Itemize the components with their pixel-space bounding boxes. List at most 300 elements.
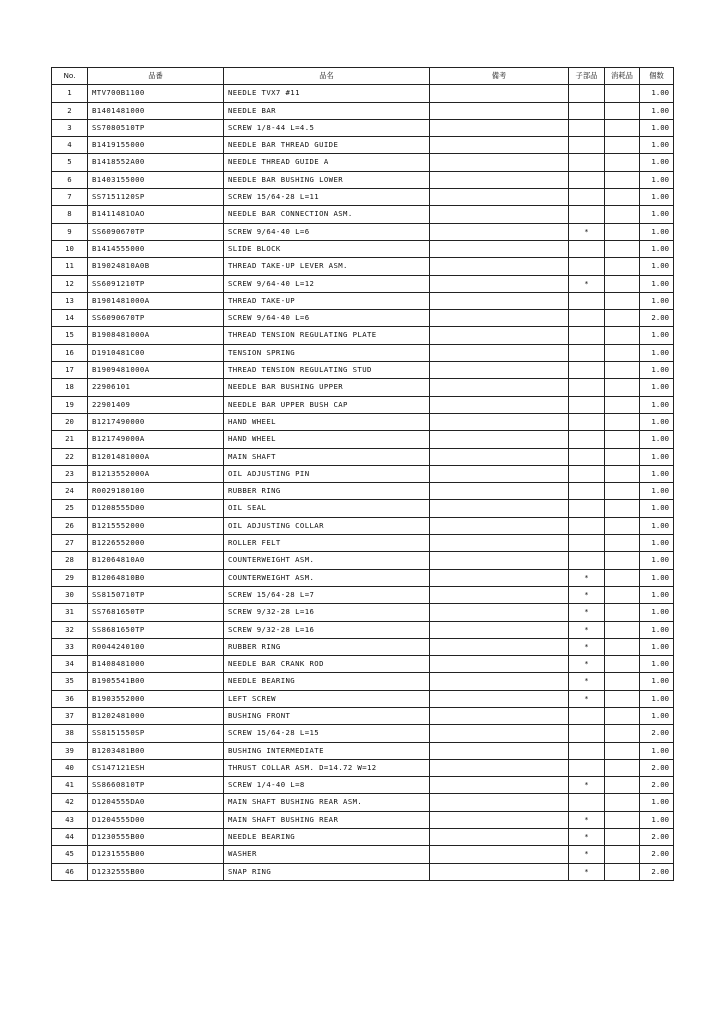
cell-quantity: 2.00 bbox=[640, 777, 674, 794]
cell-consumable bbox=[605, 846, 640, 863]
cell-no: 18 bbox=[52, 379, 88, 396]
cell-part-name: OIL SEAL bbox=[224, 500, 430, 517]
cell-remarks bbox=[430, 517, 569, 534]
cell-part-name: ROLLER FELT bbox=[224, 535, 430, 552]
cell-no: 29 bbox=[52, 569, 88, 586]
cell-quantity: 1.00 bbox=[640, 794, 674, 811]
cell-remarks bbox=[430, 379, 569, 396]
table-row bbox=[52, 137, 674, 154]
cell-sub-part: * bbox=[569, 656, 605, 673]
table-row bbox=[52, 85, 674, 102]
cell-no: 26 bbox=[52, 517, 88, 534]
cell-consumable bbox=[605, 569, 640, 586]
cell-remarks bbox=[430, 586, 569, 603]
cell-no: 13 bbox=[52, 292, 88, 309]
cell-remarks bbox=[430, 483, 569, 500]
table-row bbox=[52, 604, 674, 621]
cell-consumable bbox=[605, 829, 640, 846]
table-row bbox=[52, 759, 674, 776]
cell-sub-part bbox=[569, 742, 605, 759]
cell-no: 38 bbox=[52, 725, 88, 742]
cell-remarks bbox=[430, 327, 569, 344]
cell-consumable bbox=[605, 500, 640, 517]
cell-part-name: HAND WHEEL bbox=[224, 413, 430, 430]
table-row bbox=[52, 846, 674, 863]
cell-consumable bbox=[605, 811, 640, 828]
cell-remarks bbox=[430, 396, 569, 413]
cell-consumable bbox=[605, 656, 640, 673]
cell-no: 44 bbox=[52, 829, 88, 846]
cell-no: 12 bbox=[52, 275, 88, 292]
cell-remarks bbox=[430, 707, 569, 724]
cell-remarks bbox=[430, 102, 569, 119]
cell-no: 41 bbox=[52, 777, 88, 794]
table-row bbox=[52, 206, 674, 223]
cell-quantity: 1.00 bbox=[640, 396, 674, 413]
cell-sub-part: * bbox=[569, 811, 605, 828]
cell-part-name: SCREW 15/64-28 L=7 bbox=[224, 586, 430, 603]
cell-consumable bbox=[605, 431, 640, 448]
cell-sub-part: * bbox=[569, 673, 605, 690]
cell-consumable bbox=[605, 604, 640, 621]
cell-consumable bbox=[605, 535, 640, 552]
cell-sub-part: * bbox=[569, 604, 605, 621]
cell-remarks bbox=[430, 292, 569, 309]
cell-part-code: R0044240100 bbox=[88, 638, 224, 655]
cell-remarks bbox=[430, 742, 569, 759]
cell-consumable bbox=[605, 258, 640, 275]
cell-remarks bbox=[430, 413, 569, 430]
header-quantity: 個数 bbox=[640, 68, 674, 85]
cell-remarks bbox=[430, 604, 569, 621]
cell-remarks bbox=[430, 310, 569, 327]
cell-quantity: 1.00 bbox=[640, 465, 674, 482]
cell-sub-part bbox=[569, 85, 605, 102]
cell-no: 43 bbox=[52, 811, 88, 828]
cell-sub-part bbox=[569, 517, 605, 534]
cell-quantity: 1.00 bbox=[640, 102, 674, 119]
cell-remarks bbox=[430, 171, 569, 188]
cell-part-code: D1230555B00 bbox=[88, 829, 224, 846]
cell-no: 42 bbox=[52, 794, 88, 811]
table-row bbox=[52, 396, 674, 413]
cell-part-name: RUBBER RING bbox=[224, 483, 430, 500]
cell-quantity: 1.00 bbox=[640, 223, 674, 240]
cell-no: 9 bbox=[52, 223, 88, 240]
cell-sub-part bbox=[569, 137, 605, 154]
cell-part-name: MAIN SHAFT BUSHING REAR bbox=[224, 811, 430, 828]
cell-no: 20 bbox=[52, 413, 88, 430]
cell-remarks bbox=[430, 673, 569, 690]
cell-no: 17 bbox=[52, 362, 88, 379]
cell-quantity: 1.00 bbox=[640, 483, 674, 500]
table-row bbox=[52, 102, 674, 119]
table-row bbox=[52, 240, 674, 257]
cell-quantity: 1.00 bbox=[640, 707, 674, 724]
cell-part-name: SNAP RING bbox=[224, 863, 430, 880]
cell-quantity: 1.00 bbox=[640, 517, 674, 534]
table-row bbox=[52, 690, 674, 707]
cell-no: 2 bbox=[52, 102, 88, 119]
cell-part-name: COUNTERWEIGHT ASM. bbox=[224, 552, 430, 569]
cell-sub-part bbox=[569, 154, 605, 171]
cell-sub-part bbox=[569, 379, 605, 396]
cell-part-code: B1202481000 bbox=[88, 707, 224, 724]
cell-sub-part: * bbox=[569, 638, 605, 655]
cell-part-name: NEEDLE BAR BUSHING UPPER bbox=[224, 379, 430, 396]
cell-no: 36 bbox=[52, 690, 88, 707]
cell-part-name: THREAD TENSION REGULATING STUD bbox=[224, 362, 430, 379]
table-row bbox=[52, 292, 674, 309]
cell-remarks bbox=[430, 552, 569, 569]
cell-quantity: 1.00 bbox=[640, 327, 674, 344]
cell-sub-part bbox=[569, 344, 605, 361]
cell-part-name: SLIDE BLOCK bbox=[224, 240, 430, 257]
cell-no: 22 bbox=[52, 448, 88, 465]
cell-part-name: LEFT SCREW bbox=[224, 690, 430, 707]
cell-consumable bbox=[605, 362, 640, 379]
header-code: 品番 bbox=[88, 68, 224, 85]
cell-consumable bbox=[605, 742, 640, 759]
cell-remarks bbox=[430, 85, 569, 102]
cell-consumable bbox=[605, 171, 640, 188]
header-row bbox=[52, 68, 674, 85]
cell-quantity: 1.00 bbox=[640, 500, 674, 517]
cell-no: 4 bbox=[52, 137, 88, 154]
header-consumable: 消耗品 bbox=[605, 68, 640, 85]
cell-remarks bbox=[430, 638, 569, 655]
cell-part-code: B19024810A0B bbox=[88, 258, 224, 275]
table-row bbox=[52, 535, 674, 552]
cell-sub-part: * bbox=[569, 690, 605, 707]
table-row bbox=[52, 742, 674, 759]
cell-part-code: B1908481000A bbox=[88, 327, 224, 344]
cell-quantity: 1.00 bbox=[640, 535, 674, 552]
cell-remarks bbox=[430, 465, 569, 482]
cell-sub-part bbox=[569, 794, 605, 811]
cell-remarks bbox=[430, 621, 569, 638]
cell-part-name: SCREW 9/64-40 L=12 bbox=[224, 275, 430, 292]
cell-consumable bbox=[605, 465, 640, 482]
cell-part-code: B1418552A00 bbox=[88, 154, 224, 171]
header-no: No. bbox=[52, 68, 88, 85]
cell-sub-part bbox=[569, 431, 605, 448]
cell-sub-part: * bbox=[569, 829, 605, 846]
cell-part-code: D1204555DA0 bbox=[88, 794, 224, 811]
cell-quantity: 2.00 bbox=[640, 759, 674, 776]
cell-consumable bbox=[605, 396, 640, 413]
cell-part-code: 22901409 bbox=[88, 396, 224, 413]
cell-part-name: NEEDLE THREAD GUIDE A bbox=[224, 154, 430, 171]
cell-consumable bbox=[605, 119, 640, 136]
cell-no: 28 bbox=[52, 552, 88, 569]
cell-sub-part bbox=[569, 465, 605, 482]
cell-no: 10 bbox=[52, 240, 88, 257]
cell-part-code: SS8150710TP bbox=[88, 586, 224, 603]
cell-sub-part: * bbox=[569, 275, 605, 292]
cell-sub-part bbox=[569, 725, 605, 742]
cell-no: 19 bbox=[52, 396, 88, 413]
cell-consumable bbox=[605, 292, 640, 309]
table-row bbox=[52, 344, 674, 361]
cell-no: 33 bbox=[52, 638, 88, 655]
cell-part-name: NEEDLE BEARING bbox=[224, 829, 430, 846]
cell-sub-part: * bbox=[569, 223, 605, 240]
cell-part-name: SCREW 15/64-28 L=15 bbox=[224, 725, 430, 742]
cell-consumable bbox=[605, 189, 640, 206]
table-row bbox=[52, 569, 674, 586]
cell-quantity: 1.00 bbox=[640, 292, 674, 309]
table-row bbox=[52, 656, 674, 673]
cell-sub-part: * bbox=[569, 586, 605, 603]
cell-quantity: 1.00 bbox=[640, 586, 674, 603]
cell-quantity: 1.00 bbox=[640, 154, 674, 171]
cell-sub-part bbox=[569, 535, 605, 552]
table-row bbox=[52, 431, 674, 448]
cell-remarks bbox=[430, 448, 569, 465]
cell-consumable bbox=[605, 759, 640, 776]
cell-quantity: 2.00 bbox=[640, 310, 674, 327]
cell-part-code: B1408481000 bbox=[88, 656, 224, 673]
cell-sub-part bbox=[569, 483, 605, 500]
cell-sub-part bbox=[569, 413, 605, 430]
parts-table bbox=[51, 67, 674, 881]
cell-consumable bbox=[605, 85, 640, 102]
cell-sub-part bbox=[569, 396, 605, 413]
cell-part-code: MTV700B1100 bbox=[88, 85, 224, 102]
cell-sub-part bbox=[569, 362, 605, 379]
cell-part-code: B12064810B0 bbox=[88, 569, 224, 586]
cell-quantity: 1.00 bbox=[640, 638, 674, 655]
cell-part-code: B1201481000A bbox=[88, 448, 224, 465]
cell-quantity: 1.00 bbox=[640, 171, 674, 188]
cell-part-name: OIL ADJUSTING COLLAR bbox=[224, 517, 430, 534]
cell-consumable bbox=[605, 275, 640, 292]
cell-quantity: 2.00 bbox=[640, 846, 674, 863]
cell-part-code: D1208555D00 bbox=[88, 500, 224, 517]
cell-part-code: D1231555B00 bbox=[88, 846, 224, 863]
cell-quantity: 1.00 bbox=[640, 344, 674, 361]
cell-part-name: BUSHING FRONT bbox=[224, 707, 430, 724]
cell-consumable bbox=[605, 777, 640, 794]
cell-part-code: D1204555D00 bbox=[88, 811, 224, 828]
cell-part-code: SS6090670TP bbox=[88, 223, 224, 240]
cell-no: 39 bbox=[52, 742, 88, 759]
cell-part-name: TENSION SPRING bbox=[224, 344, 430, 361]
cell-sub-part bbox=[569, 292, 605, 309]
cell-sub-part bbox=[569, 119, 605, 136]
cell-consumable bbox=[605, 552, 640, 569]
cell-no: 34 bbox=[52, 656, 88, 673]
cell-no: 46 bbox=[52, 863, 88, 880]
cell-quantity: 1.00 bbox=[640, 569, 674, 586]
cell-sub-part bbox=[569, 759, 605, 776]
cell-no: 16 bbox=[52, 344, 88, 361]
cell-quantity: 1.00 bbox=[640, 431, 674, 448]
cell-sub-part bbox=[569, 206, 605, 223]
table-row bbox=[52, 310, 674, 327]
cell-part-name: NEEDLE BAR THREAD GUIDE bbox=[224, 137, 430, 154]
cell-no: 1 bbox=[52, 85, 88, 102]
cell-consumable bbox=[605, 483, 640, 500]
cell-consumable bbox=[605, 102, 640, 119]
table-row bbox=[52, 258, 674, 275]
cell-part-name: THREAD TAKE-UP bbox=[224, 292, 430, 309]
cell-remarks bbox=[430, 690, 569, 707]
cell-part-code: B1203481B00 bbox=[88, 742, 224, 759]
cell-sub-part: * bbox=[569, 621, 605, 638]
cell-consumable bbox=[605, 725, 640, 742]
cell-quantity: 2.00 bbox=[640, 863, 674, 880]
cell-quantity: 1.00 bbox=[640, 258, 674, 275]
cell-part-code: SS7681650TP bbox=[88, 604, 224, 621]
cell-no: 5 bbox=[52, 154, 88, 171]
table-row bbox=[52, 379, 674, 396]
cell-quantity: 2.00 bbox=[640, 829, 674, 846]
cell-remarks bbox=[430, 725, 569, 742]
cell-remarks bbox=[430, 811, 569, 828]
cell-consumable bbox=[605, 379, 640, 396]
cell-sub-part bbox=[569, 327, 605, 344]
cell-quantity: 1.00 bbox=[640, 413, 674, 430]
cell-sub-part: * bbox=[569, 569, 605, 586]
cell-remarks bbox=[430, 656, 569, 673]
cell-sub-part bbox=[569, 448, 605, 465]
cell-remarks bbox=[430, 258, 569, 275]
table-row bbox=[52, 673, 674, 690]
table-row bbox=[52, 777, 674, 794]
table-row bbox=[52, 517, 674, 534]
cell-remarks bbox=[430, 759, 569, 776]
cell-remarks bbox=[430, 777, 569, 794]
cell-remarks bbox=[430, 535, 569, 552]
cell-no: 6 bbox=[52, 171, 88, 188]
cell-part-name: MAIN SHAFT bbox=[224, 448, 430, 465]
cell-sub-part bbox=[569, 552, 605, 569]
table-row bbox=[52, 119, 674, 136]
cell-consumable bbox=[605, 707, 640, 724]
cell-part-code: B1419155000 bbox=[88, 137, 224, 154]
cell-part-name: NEEDLE BAR CONNECTION ASM. bbox=[224, 206, 430, 223]
cell-no: 23 bbox=[52, 465, 88, 482]
table-row bbox=[52, 863, 674, 880]
cell-remarks bbox=[430, 863, 569, 880]
cell-no: 35 bbox=[52, 673, 88, 690]
cell-part-name: NEEDLE BAR UPPER BUSH CAP bbox=[224, 396, 430, 413]
cell-quantity: 1.00 bbox=[640, 189, 674, 206]
cell-part-code: D1910481C00 bbox=[88, 344, 224, 361]
cell-quantity: 1.00 bbox=[640, 552, 674, 569]
cell-sub-part bbox=[569, 189, 605, 206]
cell-part-code: B1905541B00 bbox=[88, 673, 224, 690]
cell-no: 14 bbox=[52, 310, 88, 327]
table-row bbox=[52, 362, 674, 379]
cell-part-name: SCREW 9/32-28 L=16 bbox=[224, 621, 430, 638]
cell-part-code: SS6091210TP bbox=[88, 275, 224, 292]
cell-quantity: 1.00 bbox=[640, 137, 674, 154]
cell-sub-part bbox=[569, 258, 605, 275]
cell-remarks bbox=[430, 189, 569, 206]
cell-no: 37 bbox=[52, 707, 88, 724]
cell-part-code: D1232555B00 bbox=[88, 863, 224, 880]
cell-consumable bbox=[605, 863, 640, 880]
cell-no: 30 bbox=[52, 586, 88, 603]
cell-part-code: B1403155000 bbox=[88, 171, 224, 188]
cell-quantity: 1.00 bbox=[640, 690, 674, 707]
cell-part-code: SS7151120SP bbox=[88, 189, 224, 206]
cell-consumable bbox=[605, 690, 640, 707]
cell-part-name: NEEDLE TVX7 #11 bbox=[224, 85, 430, 102]
cell-remarks bbox=[430, 362, 569, 379]
cell-no: 25 bbox=[52, 500, 88, 517]
cell-part-name: SCREW 9/32-28 L=16 bbox=[224, 604, 430, 621]
table-row bbox=[52, 275, 674, 292]
table-row bbox=[52, 223, 674, 240]
cell-remarks bbox=[430, 846, 569, 863]
cell-no: 3 bbox=[52, 119, 88, 136]
table-row bbox=[52, 327, 674, 344]
table-row bbox=[52, 586, 674, 603]
cell-part-name: OIL ADJUSTING PIN bbox=[224, 465, 430, 482]
cell-part-name: THREAD TENSION REGULATING PLATE bbox=[224, 327, 430, 344]
cell-remarks bbox=[430, 206, 569, 223]
cell-quantity: 1.00 bbox=[640, 742, 674, 759]
cell-sub-part bbox=[569, 310, 605, 327]
cell-consumable bbox=[605, 586, 640, 603]
cell-part-name: BUSHING INTERMEDIATE bbox=[224, 742, 430, 759]
cell-quantity: 1.00 bbox=[640, 656, 674, 673]
table-row bbox=[52, 500, 674, 517]
cell-no: 21 bbox=[52, 431, 88, 448]
cell-consumable bbox=[605, 344, 640, 361]
table-row bbox=[52, 413, 674, 430]
cell-sub-part: * bbox=[569, 863, 605, 880]
cell-no: 7 bbox=[52, 189, 88, 206]
cell-remarks bbox=[430, 431, 569, 448]
cell-part-code: CS147121ESH bbox=[88, 759, 224, 776]
cell-quantity: 1.00 bbox=[640, 275, 674, 292]
cell-part-name: SCREW 15/64-28 L=11 bbox=[224, 189, 430, 206]
cell-no: 24 bbox=[52, 483, 88, 500]
cell-no: 15 bbox=[52, 327, 88, 344]
cell-part-name: MAIN SHAFT BUSHING REAR ASM. bbox=[224, 794, 430, 811]
cell-quantity: 1.00 bbox=[640, 85, 674, 102]
cell-consumable bbox=[605, 206, 640, 223]
cell-consumable bbox=[605, 448, 640, 465]
cell-part-code: B1401481000 bbox=[88, 102, 224, 119]
cell-part-code: R0029180100 bbox=[88, 483, 224, 500]
cell-remarks bbox=[430, 240, 569, 257]
cell-part-name: NEEDLE BEARING bbox=[224, 673, 430, 690]
cell-consumable bbox=[605, 327, 640, 344]
cell-quantity: 1.00 bbox=[640, 448, 674, 465]
cell-part-name: THRUST COLLAR ASM. D=14.72 W=12 bbox=[224, 759, 430, 776]
cell-consumable bbox=[605, 137, 640, 154]
cell-sub-part bbox=[569, 500, 605, 517]
cell-sub-part bbox=[569, 102, 605, 119]
cell-remarks bbox=[430, 137, 569, 154]
cell-quantity: 1.00 bbox=[640, 206, 674, 223]
cell-part-name: COUNTERWEIGHT ASM. bbox=[224, 569, 430, 586]
cell-sub-part: * bbox=[569, 777, 605, 794]
table-row bbox=[52, 621, 674, 638]
cell-part-code: B1903552000 bbox=[88, 690, 224, 707]
cell-remarks bbox=[430, 794, 569, 811]
cell-quantity: 1.00 bbox=[640, 240, 674, 257]
cell-quantity: 2.00 bbox=[640, 725, 674, 742]
cell-part-code: SS7080510TP bbox=[88, 119, 224, 136]
table-row bbox=[52, 483, 674, 500]
